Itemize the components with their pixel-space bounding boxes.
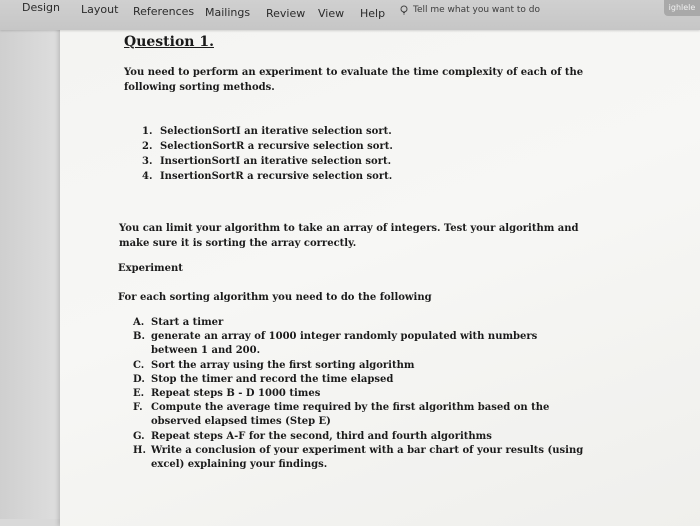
method-number: 4. xyxy=(142,171,153,182)
intro-line: You need to perform an experiment to evaluate the time complexity of each of the xyxy=(124,67,584,78)
ribbon-tab-bar xyxy=(0,0,700,30)
step-text: Write a conclusion of your experiment with a bar chart of your results (using xyxy=(151,444,584,456)
step-letter: G. xyxy=(133,430,145,442)
step-item xyxy=(133,316,583,330)
step-letter: D. xyxy=(133,373,145,385)
tab-review[interactable]: Review xyxy=(266,7,306,20)
step-letter: E. xyxy=(133,388,145,400)
step-item xyxy=(133,330,583,358)
method-name: SelectionSortI xyxy=(160,126,241,137)
experiment-heading: Experiment xyxy=(118,263,183,274)
tell-me-text: Tell me what you want to do xyxy=(413,5,540,15)
method-name: InsertionSortR xyxy=(160,171,244,182)
document-page[interactable] xyxy=(60,26,700,526)
step-item xyxy=(133,387,583,401)
step-item xyxy=(133,359,583,373)
question-title: Question 1. xyxy=(124,34,214,50)
step-text-cont: observed elapsed times (Step E) xyxy=(151,416,331,428)
tell-me-search[interactable] xyxy=(399,5,540,15)
method-name: SelectionSortR xyxy=(160,141,245,152)
step-item xyxy=(133,401,583,429)
tab-design[interactable]: Design xyxy=(22,1,60,14)
step-text: Repeat steps B - D 1000 times xyxy=(151,388,321,400)
intro-line: following sorting methods. xyxy=(124,82,275,93)
step-letter: F. xyxy=(133,402,143,414)
limit-line: You can limit your algorithm to take an array of integers. Test your algorithm and xyxy=(119,223,579,234)
step-text: Compute the average time required by the first algorithm based on the xyxy=(151,402,550,414)
document-content xyxy=(60,26,700,521)
method-item xyxy=(142,169,393,184)
corner-label: ighlele xyxy=(664,0,700,16)
step-text: Stop the timer and record the time elapsed xyxy=(151,373,394,385)
method-desc: a recursive selection sort. xyxy=(244,141,393,152)
tab-references[interactable]: References xyxy=(133,5,195,18)
method-item xyxy=(142,124,393,139)
intro-paragraph xyxy=(124,65,583,95)
step-text: generate an array of 1000 integer randomly populated with numbers xyxy=(151,331,538,343)
step-item xyxy=(133,373,583,387)
step-letter: A. xyxy=(133,317,145,328)
tab-mailings[interactable]: Mailings xyxy=(205,6,251,19)
limit-paragraph xyxy=(119,221,579,251)
steps-list xyxy=(133,316,583,472)
methods-list xyxy=(142,124,393,184)
method-number: 1. xyxy=(142,126,153,137)
tab-layout[interactable]: Layout xyxy=(81,3,119,16)
step-item xyxy=(133,444,583,472)
method-item xyxy=(142,154,393,169)
steps-intro: For each sorting algorithm you need to do the following xyxy=(118,292,432,303)
step-text-cont: between 1 and 200. xyxy=(151,345,261,357)
step-letter: B. xyxy=(133,331,145,343)
lightbulb-icon xyxy=(399,5,409,15)
step-text: Start a timer xyxy=(151,317,224,328)
step-text-cont: excel) explaining your findings. xyxy=(151,459,328,471)
limit-line: make sure it is sorting the array correctly. xyxy=(119,238,357,249)
method-name: InsertionSortI xyxy=(160,156,241,167)
method-desc: a recursive selection sort. xyxy=(243,171,393,182)
method-item xyxy=(142,139,393,154)
left-margin xyxy=(0,30,60,519)
step-text: Repeat steps A-F for the second, third and fourth algorithms xyxy=(151,430,492,442)
step-item xyxy=(133,430,583,444)
step-letter: C. xyxy=(133,359,145,371)
method-number: 2. xyxy=(142,141,153,152)
tab-view[interactable]: View xyxy=(318,7,345,20)
method-desc: an iterative selection sort. xyxy=(240,156,392,167)
step-letter: H. xyxy=(133,444,146,456)
tab-help[interactable]: Help xyxy=(360,7,386,20)
method-number: 3. xyxy=(142,156,153,167)
method-desc: an iterative selection sort. xyxy=(240,126,392,137)
step-text: Sort the array using the first sorting algorithm xyxy=(151,359,415,371)
